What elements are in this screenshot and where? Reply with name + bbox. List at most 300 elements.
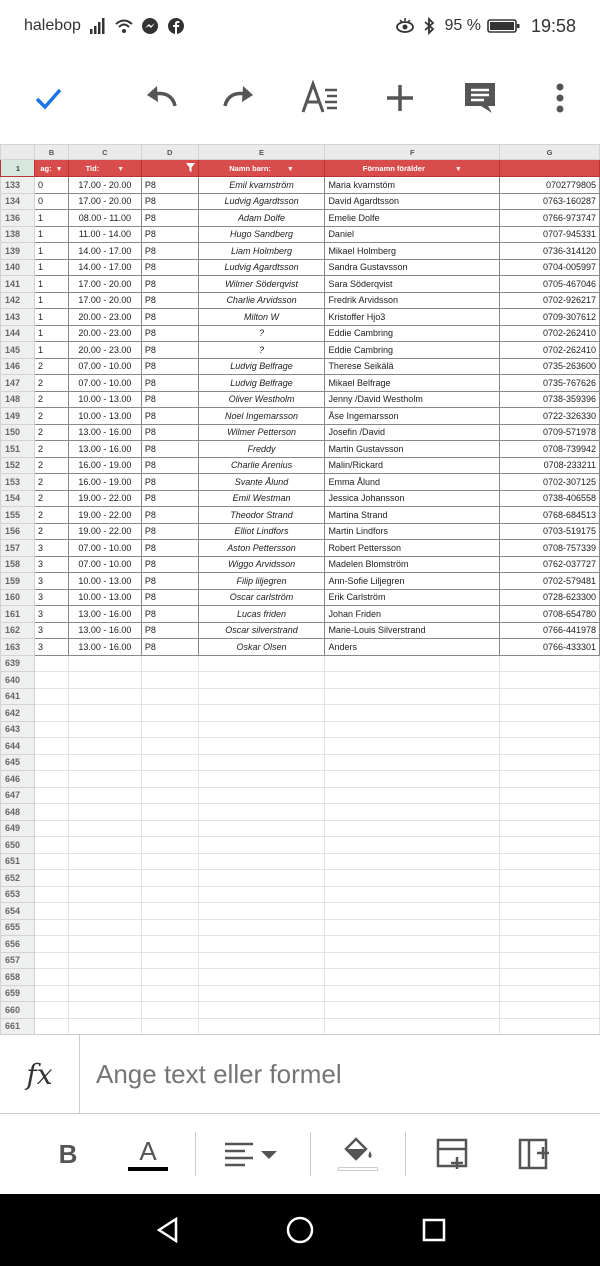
- cell-dag[interactable]: 1: [34, 243, 68, 260]
- done-button[interactable]: [26, 76, 70, 120]
- cell-dag[interactable]: 2: [34, 474, 68, 491]
- empty-cell[interactable]: [68, 804, 141, 821]
- empty-cell[interactable]: [325, 969, 500, 986]
- cell-parent-name[interactable]: Kristoffer Hjo3: [325, 309, 500, 326]
- empty-cell[interactable]: [68, 1002, 141, 1019]
- cell-phone[interactable]: 0736-314120: [500, 243, 600, 260]
- empty-cell[interactable]: [198, 936, 325, 953]
- cell-child-name[interactable]: Noel Ingemarsson: [198, 408, 325, 425]
- row-number[interactable]: 147: [1, 375, 35, 392]
- empty-cell[interactable]: [68, 903, 141, 920]
- cell-phone[interactable]: 0708-654780: [500, 606, 600, 623]
- empty-cell[interactable]: [141, 919, 198, 936]
- recents-button[interactable]: [414, 1210, 454, 1250]
- cell-parent-name[interactable]: Mikael Belfrage: [325, 375, 500, 392]
- cell-time[interactable]: 19.00 - 22.00: [68, 490, 141, 507]
- cell-phone[interactable]: 0705-467046: [500, 276, 600, 293]
- empty-cell[interactable]: [500, 837, 600, 854]
- row-number[interactable]: 650: [1, 837, 35, 854]
- empty-cell[interactable]: [500, 969, 600, 986]
- cell-child-name[interactable]: Wilmer Petterson: [198, 424, 325, 441]
- cell-place[interactable]: P8: [141, 358, 198, 375]
- cell-phone[interactable]: 0702-579481: [500, 573, 600, 590]
- cell-dag[interactable]: 0: [34, 193, 68, 210]
- cell-parent-name[interactable]: Therese Seikälä: [325, 358, 500, 375]
- empty-cell[interactable]: [500, 804, 600, 821]
- empty-cell[interactable]: [500, 672, 600, 689]
- cell-phone[interactable]: 0766-441978: [500, 622, 600, 639]
- cell-child-name[interactable]: Oskar Olsen: [198, 639, 325, 656]
- empty-cell[interactable]: [34, 705, 68, 722]
- cell-phone[interactable]: 0702-262410: [500, 325, 600, 342]
- cell-child-name[interactable]: Ludvig Agardtsson: [198, 193, 325, 210]
- home-button[interactable]: [280, 1210, 320, 1250]
- empty-cell[interactable]: [34, 672, 68, 689]
- empty-cell[interactable]: [34, 771, 68, 788]
- header-cell-f[interactable]: [325, 160, 500, 177]
- cell-place[interactable]: P8: [141, 639, 198, 656]
- empty-cell[interactable]: [500, 903, 600, 920]
- row-number[interactable]: 1: [1, 160, 35, 177]
- cell-place[interactable]: P8: [141, 573, 198, 590]
- cell-dag[interactable]: 1: [34, 276, 68, 293]
- empty-cell[interactable]: [325, 903, 500, 920]
- cell-child-name[interactable]: Lucas friden: [198, 606, 325, 623]
- cell-phone[interactable]: 0702-262410: [500, 342, 600, 359]
- header-cell-c[interactable]: [68, 160, 141, 177]
- cell-child-name[interactable]: Ludvig Agardtsson: [198, 259, 325, 276]
- empty-cell[interactable]: [325, 804, 500, 821]
- empty-cell[interactable]: [68, 870, 141, 887]
- cell-dag[interactable]: 2: [34, 424, 68, 441]
- cell-dag[interactable]: 2: [34, 441, 68, 458]
- empty-cell[interactable]: [141, 870, 198, 887]
- cell-phone[interactable]: 0738-406558: [500, 490, 600, 507]
- cell-dag[interactable]: 3: [34, 589, 68, 606]
- cell-dag[interactable]: 2: [34, 375, 68, 392]
- empty-cell[interactable]: [68, 771, 141, 788]
- empty-cell[interactable]: [198, 886, 325, 903]
- cell-parent-name[interactable]: Marie-Louis Silverstrand: [325, 622, 500, 639]
- filter-icon[interactable]: ▼: [454, 165, 462, 173]
- empty-cell[interactable]: [198, 721, 325, 738]
- cell-phone[interactable]: 0708-233211: [500, 457, 600, 474]
- fill-color-button[interactable]: [336, 1132, 380, 1176]
- row-number[interactable]: 642: [1, 705, 35, 722]
- cell-parent-name[interactable]: Josefin /David: [325, 424, 500, 441]
- empty-cell[interactable]: [198, 903, 325, 920]
- row-number[interactable]: 159: [1, 573, 35, 590]
- cell-place[interactable]: P8: [141, 210, 198, 227]
- cell-phone[interactable]: 0738-359396: [500, 391, 600, 408]
- empty-cell[interactable]: [34, 804, 68, 821]
- empty-cell[interactable]: [68, 837, 141, 854]
- column-header-d[interactable]: D: [141, 145, 198, 160]
- row-number[interactable]: 146: [1, 358, 35, 375]
- cell-child-name[interactable]: Theodor Strand: [198, 507, 325, 524]
- row-number[interactable]: 154: [1, 490, 35, 507]
- row-number[interactable]: 639: [1, 655, 35, 672]
- formula-input[interactable]: [80, 1035, 600, 1113]
- row-number[interactable]: 140: [1, 259, 35, 276]
- cell-child-name[interactable]: Emil Westman: [198, 490, 325, 507]
- empty-cell[interactable]: [198, 969, 325, 986]
- empty-cell[interactable]: [141, 672, 198, 689]
- row-number[interactable]: 654: [1, 903, 35, 920]
- row-number[interactable]: 148: [1, 391, 35, 408]
- cell-parent-name[interactable]: Martin Lindfors: [325, 523, 500, 540]
- cell-parent-name[interactable]: Daniel: [325, 226, 500, 243]
- empty-cell[interactable]: [141, 804, 198, 821]
- cell-dag[interactable]: 2: [34, 408, 68, 425]
- cell-place[interactable]: P8: [141, 622, 198, 639]
- cell-phone[interactable]: 0728-623300: [500, 589, 600, 606]
- cell-child-name[interactable]: Elliot Lindfors: [198, 523, 325, 540]
- cell-time[interactable]: 07.00 - 10.00: [68, 556, 141, 573]
- empty-cell[interactable]: [198, 655, 325, 672]
- cell-child-name[interactable]: Wilmer Söderqvist: [198, 276, 325, 293]
- row-number[interactable]: 659: [1, 985, 35, 1002]
- empty-cell[interactable]: [68, 853, 141, 870]
- cell-time[interactable]: 16.00 - 19.00: [68, 474, 141, 491]
- cell-dag[interactable]: 0: [34, 177, 68, 194]
- cell-phone[interactable]: 0702-307125: [500, 474, 600, 491]
- empty-cell[interactable]: [198, 985, 325, 1002]
- empty-cell[interactable]: [68, 985, 141, 1002]
- empty-cell[interactable]: [34, 870, 68, 887]
- row-number[interactable]: 655: [1, 919, 35, 936]
- cell-dag[interactable]: 1: [34, 342, 68, 359]
- row-number[interactable]: 657: [1, 952, 35, 969]
- empty-cell[interactable]: [141, 985, 198, 1002]
- row-number[interactable]: 143: [1, 309, 35, 326]
- cell-phone[interactable]: 0709-571978: [500, 424, 600, 441]
- row-number[interactable]: 661: [1, 1018, 35, 1035]
- empty-cell[interactable]: [141, 1002, 198, 1019]
- empty-cell[interactable]: [68, 886, 141, 903]
- empty-cell[interactable]: [500, 705, 600, 722]
- empty-cell[interactable]: [500, 771, 600, 788]
- cell-parent-name[interactable]: Sara Söderqvist: [325, 276, 500, 293]
- row-number[interactable]: 162: [1, 622, 35, 639]
- empty-cell[interactable]: [325, 919, 500, 936]
- cell-dag[interactable]: 3: [34, 606, 68, 623]
- cell-child-name[interactable]: ?: [198, 325, 325, 342]
- more-options-button[interactable]: [538, 76, 582, 120]
- empty-cell[interactable]: [198, 853, 325, 870]
- empty-cell[interactable]: [325, 952, 500, 969]
- text-color-button[interactable]: [126, 1132, 170, 1176]
- cell-time[interactable]: 16.00 - 19.00: [68, 457, 141, 474]
- cell-child-name[interactable]: Filip liljegren: [198, 573, 325, 590]
- cell-place[interactable]: P8: [141, 342, 198, 359]
- filter-icon[interactable]: ▼: [286, 165, 294, 173]
- row-number[interactable]: 151: [1, 441, 35, 458]
- empty-cell[interactable]: [141, 655, 198, 672]
- row-number[interactable]: 647: [1, 787, 35, 804]
- cell-child-name[interactable]: Charlie Arenius: [198, 457, 325, 474]
- cell-time[interactable]: 19.00 - 22.00: [68, 523, 141, 540]
- cell-time[interactable]: 07.00 - 10.00: [68, 375, 141, 392]
- cell-phone[interactable]: 0735-767626: [500, 375, 600, 392]
- empty-cell[interactable]: [68, 936, 141, 953]
- cell-phone[interactable]: 0707-945331: [500, 226, 600, 243]
- spreadsheet-grid[interactable]: [0, 144, 600, 1034]
- cell-child-name[interactable]: Ludvig Belfrage: [198, 358, 325, 375]
- cell-child-name[interactable]: Oscar carlström: [198, 589, 325, 606]
- header-cell-e[interactable]: [198, 160, 325, 177]
- empty-cell[interactable]: [141, 721, 198, 738]
- cell-dag[interactable]: 3: [34, 639, 68, 656]
- empty-cell[interactable]: [141, 903, 198, 920]
- cell-place[interactable]: P8: [141, 193, 198, 210]
- row-number[interactable]: 648: [1, 804, 35, 821]
- cell-phone[interactable]: 0704-005997: [500, 259, 600, 276]
- cell-time[interactable]: 11.00 - 14.00: [68, 226, 141, 243]
- empty-cell[interactable]: [34, 738, 68, 755]
- cell-place[interactable]: P8: [141, 259, 198, 276]
- empty-cell[interactable]: [325, 721, 500, 738]
- cell-place[interactable]: P8: [141, 292, 198, 309]
- empty-cell[interactable]: [500, 655, 600, 672]
- empty-cell[interactable]: [325, 771, 500, 788]
- cell-place[interactable]: P8: [141, 226, 198, 243]
- empty-cell[interactable]: [500, 985, 600, 1002]
- empty-cell[interactable]: [198, 919, 325, 936]
- row-number[interactable]: 640: [1, 672, 35, 689]
- cell-child-name[interactable]: Ludvig Belfrage: [198, 375, 325, 392]
- cell-parent-name[interactable]: Jenny /David Westholm: [325, 391, 500, 408]
- empty-cell[interactable]: [325, 705, 500, 722]
- empty-cell[interactable]: [34, 1018, 68, 1035]
- cell-dag[interactable]: 2: [34, 507, 68, 524]
- empty-cell[interactable]: [325, 754, 500, 771]
- filter-icon[interactable]: ▼: [55, 165, 63, 173]
- empty-cell[interactable]: [34, 721, 68, 738]
- cell-place[interactable]: P8: [141, 309, 198, 326]
- cell-place[interactable]: P8: [141, 606, 198, 623]
- row-number[interactable]: 653: [1, 886, 35, 903]
- cell-place[interactable]: P8: [141, 424, 198, 441]
- empty-cell[interactable]: [198, 771, 325, 788]
- empty-cell[interactable]: [141, 952, 198, 969]
- cell-place[interactable]: P8: [141, 441, 198, 458]
- cell-dag[interactable]: 3: [34, 556, 68, 573]
- cell-phone[interactable]: 0709-307612: [500, 309, 600, 326]
- row-number[interactable]: 145: [1, 342, 35, 359]
- row-number[interactable]: 656: [1, 936, 35, 953]
- bold-button[interactable]: [46, 1132, 90, 1176]
- empty-cell[interactable]: [198, 952, 325, 969]
- cell-time[interactable]: 13.00 - 16.00: [68, 606, 141, 623]
- cell-time[interactable]: 20.00 - 23.00: [68, 342, 141, 359]
- row-number[interactable]: 153: [1, 474, 35, 491]
- empty-cell[interactable]: [34, 655, 68, 672]
- cell-dag[interactable]: 1: [34, 292, 68, 309]
- empty-cell[interactable]: [141, 738, 198, 755]
- empty-cell[interactable]: [198, 804, 325, 821]
- empty-cell[interactable]: [34, 820, 68, 837]
- empty-cell[interactable]: [34, 903, 68, 920]
- cell-parent-name[interactable]: Mikael Holmberg: [325, 243, 500, 260]
- cell-parent-name[interactable]: Emelie Dolfe: [325, 210, 500, 227]
- cell-phone[interactable]: 0722-326330: [500, 408, 600, 425]
- empty-cell[interactable]: [68, 688, 141, 705]
- empty-cell[interactable]: [500, 936, 600, 953]
- empty-cell[interactable]: [34, 787, 68, 804]
- empty-cell[interactable]: [500, 919, 600, 936]
- empty-cell[interactable]: [500, 886, 600, 903]
- empty-cell[interactable]: [141, 853, 198, 870]
- empty-cell[interactable]: [325, 1002, 500, 1019]
- row-number[interactable]: 144: [1, 325, 35, 342]
- cell-child-name[interactable]: Adam Dolfe: [198, 210, 325, 227]
- cell-parent-name[interactable]: Eddie Cambring: [325, 342, 500, 359]
- empty-cell[interactable]: [141, 969, 198, 986]
- cell-parent-name[interactable]: Martin Gustavsson: [325, 441, 500, 458]
- empty-cell[interactable]: [500, 754, 600, 771]
- empty-cell[interactable]: [325, 738, 500, 755]
- empty-cell[interactable]: [198, 1002, 325, 1019]
- empty-cell[interactable]: [500, 787, 600, 804]
- empty-cell[interactable]: [325, 985, 500, 1002]
- row-number[interactable]: 646: [1, 771, 35, 788]
- empty-cell[interactable]: [34, 837, 68, 854]
- filter-icon[interactable]: ▼: [117, 165, 125, 173]
- cell-place[interactable]: P8: [141, 474, 198, 491]
- cell-parent-name[interactable]: Sandra Gustavsson: [325, 259, 500, 276]
- cell-time[interactable]: 17.00 - 20.00: [68, 177, 141, 194]
- cell-time[interactable]: 07.00 - 10.00: [68, 358, 141, 375]
- empty-cell[interactable]: [68, 721, 141, 738]
- redo-button[interactable]: [218, 76, 262, 120]
- cell-dag[interactable]: 2: [34, 358, 68, 375]
- cell-dag[interactable]: 1: [34, 259, 68, 276]
- column-header-e[interactable]: E: [198, 145, 325, 160]
- select-all-corner[interactable]: [1, 145, 35, 160]
- empty-cell[interactable]: [141, 688, 198, 705]
- cell-place[interactable]: P8: [141, 589, 198, 606]
- empty-cell[interactable]: [500, 853, 600, 870]
- cell-dag[interactable]: 3: [34, 573, 68, 590]
- cell-dag[interactable]: 1: [34, 226, 68, 243]
- insert-button[interactable]: [378, 76, 422, 120]
- cell-phone[interactable]: 0708-739942: [500, 441, 600, 458]
- cell-phone[interactable]: 0708-757339: [500, 540, 600, 557]
- empty-cell[interactable]: [141, 837, 198, 854]
- empty-cell[interactable]: [141, 771, 198, 788]
- cell-time[interactable]: 17.00 - 20.00: [68, 276, 141, 293]
- column-header-b[interactable]: B: [34, 145, 68, 160]
- cell-parent-name[interactable]: Åse Ingemarsson: [325, 408, 500, 425]
- row-number[interactable]: 163: [1, 639, 35, 656]
- cell-time[interactable]: 19.00 - 22.00: [68, 507, 141, 524]
- empty-cell[interactable]: [68, 705, 141, 722]
- row-number[interactable]: 150: [1, 424, 35, 441]
- cell-parent-name[interactable]: Ann-Sofie Liljegren: [325, 573, 500, 590]
- empty-cell[interactable]: [325, 936, 500, 953]
- cell-child-name[interactable]: Emil kvarnström: [198, 177, 325, 194]
- empty-cell[interactable]: [68, 1018, 141, 1035]
- cell-dag[interactable]: 2: [34, 523, 68, 540]
- cell-place[interactable]: P8: [141, 490, 198, 507]
- empty-cell[interactable]: [68, 952, 141, 969]
- cell-time[interactable]: 07.00 - 10.00: [68, 540, 141, 557]
- empty-cell[interactable]: [141, 754, 198, 771]
- empty-cell[interactable]: [141, 705, 198, 722]
- row-number[interactable]: 161: [1, 606, 35, 623]
- undo-button[interactable]: [138, 76, 182, 120]
- empty-cell[interactable]: [325, 820, 500, 837]
- cell-place[interactable]: P8: [141, 556, 198, 573]
- cell-phone[interactable]: 0702-926217: [500, 292, 600, 309]
- empty-cell[interactable]: [68, 969, 141, 986]
- empty-cell[interactable]: [68, 672, 141, 689]
- empty-cell[interactable]: [141, 1018, 198, 1035]
- cell-dag[interactable]: 2: [34, 391, 68, 408]
- cell-place[interactable]: P8: [141, 391, 198, 408]
- empty-cell[interactable]: [141, 886, 198, 903]
- empty-cell[interactable]: [34, 688, 68, 705]
- cell-time[interactable]: 17.00 - 20.00: [68, 292, 141, 309]
- empty-cell[interactable]: [68, 919, 141, 936]
- row-number[interactable]: 142: [1, 292, 35, 309]
- cell-time[interactable]: 08.00 - 11.00: [68, 210, 141, 227]
- empty-cell[interactable]: [325, 886, 500, 903]
- cell-place[interactable]: P8: [141, 523, 198, 540]
- row-number[interactable]: 136: [1, 210, 35, 227]
- cell-time[interactable]: 10.00 - 13.00: [68, 408, 141, 425]
- cell-dag[interactable]: 2: [34, 457, 68, 474]
- row-number[interactable]: 652: [1, 870, 35, 887]
- cell-time[interactable]: 20.00 - 23.00: [68, 325, 141, 342]
- empty-cell[interactable]: [141, 820, 198, 837]
- cell-parent-name[interactable]: Martina Strand: [325, 507, 500, 524]
- cell-child-name[interactable]: Milton W: [198, 309, 325, 326]
- empty-cell[interactable]: [325, 870, 500, 887]
- cell-dag[interactable]: 1: [34, 210, 68, 227]
- empty-cell[interactable]: [34, 936, 68, 953]
- cell-parent-name[interactable]: Maria kvarnstöm: [325, 177, 500, 194]
- cell-phone[interactable]: 0766-973747: [500, 210, 600, 227]
- text-format-button[interactable]: [298, 76, 342, 120]
- empty-cell[interactable]: [198, 705, 325, 722]
- row-number[interactable]: 658: [1, 969, 35, 986]
- cell-child-name[interactable]: Freddy: [198, 441, 325, 458]
- insert-row-button[interactable]: [430, 1132, 474, 1176]
- empty-cell[interactable]: [34, 919, 68, 936]
- comment-button[interactable]: [458, 76, 502, 120]
- cell-time[interactable]: 14.00 - 17.00: [68, 243, 141, 260]
- empty-cell[interactable]: [500, 952, 600, 969]
- cell-dag[interactable]: 1: [34, 325, 68, 342]
- empty-cell[interactable]: [500, 1002, 600, 1019]
- empty-cell[interactable]: [500, 820, 600, 837]
- cell-place[interactable]: P8: [141, 507, 198, 524]
- cell-place[interactable]: P8: [141, 276, 198, 293]
- cell-time[interactable]: 13.00 - 16.00: [68, 441, 141, 458]
- cell-dag[interactable]: 3: [34, 540, 68, 557]
- cell-time[interactable]: 20.00 - 23.00: [68, 309, 141, 326]
- empty-cell[interactable]: [325, 787, 500, 804]
- row-number[interactable]: 643: [1, 721, 35, 738]
- row-number[interactable]: 641: [1, 688, 35, 705]
- row-number[interactable]: 158: [1, 556, 35, 573]
- empty-cell[interactable]: [34, 969, 68, 986]
- cell-time[interactable]: 13.00 - 16.00: [68, 424, 141, 441]
- cell-child-name[interactable]: Svante Ålund: [198, 474, 325, 491]
- cell-parent-name[interactable]: Johan Friden: [325, 606, 500, 623]
